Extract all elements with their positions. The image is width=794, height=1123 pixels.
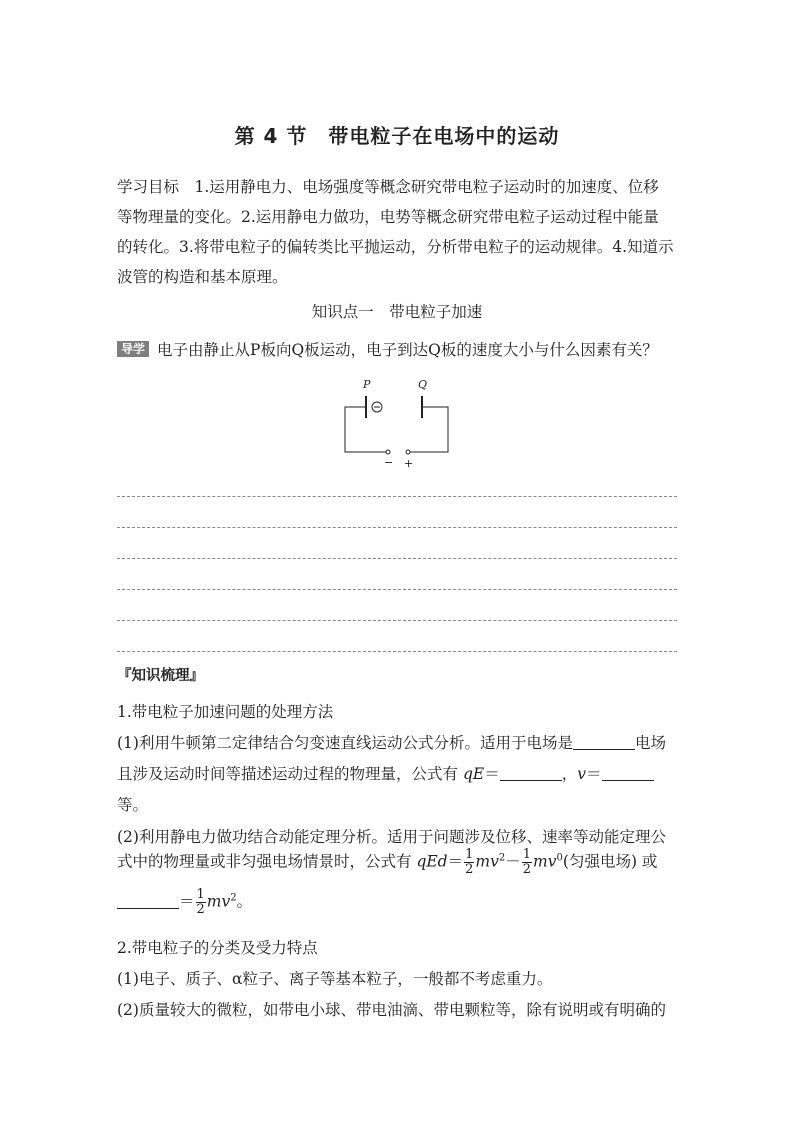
fill-blank[interactable] bbox=[602, 765, 654, 781]
plate-p-label: P bbox=[363, 378, 371, 391]
right-wire bbox=[410, 407, 448, 452]
knowledge-point-heading: 知识点一 带电粒子加速 bbox=[311, 303, 483, 321]
goals-line-1: 学习目标 1.运用静电力、电场强度等概念研究带电粒子运动时的加速度、位移 bbox=[117, 178, 659, 196]
answer-line bbox=[117, 558, 677, 559]
item-2-2: (2)质量较大的微粒，如带电小球、带电油滴、带电颗粒等，除有说明或有明确的 bbox=[117, 1001, 666, 1019]
capacitor-circuit-diagram bbox=[330, 372, 470, 472]
fraction-half: $\frac{1}{2}$ bbox=[522, 847, 532, 877]
item-2-1: (1)电子、质子、α粒子、离子等基本粒子，一般都不考虑重力。 bbox=[117, 970, 553, 988]
minus-label: − bbox=[384, 456, 394, 469]
fraction-half: $\frac{1}{2}$ bbox=[465, 847, 474, 877]
item-1-heading: 1.带电粒子加速问题的处理方法 bbox=[117, 703, 334, 721]
goals-line-3: 的转化。3.将带电粒子的偏转类比平抛运动，分析带电粒子的运动规律。4.知道示 bbox=[117, 238, 674, 256]
plate-q-label: Q bbox=[418, 378, 428, 391]
item-2-heading: 2.带电粒子的分类及受力特点 bbox=[117, 939, 318, 957]
guide-badge: 导学 bbox=[117, 341, 149, 357]
guide-question bbox=[117, 336, 687, 364]
answer-line bbox=[117, 651, 677, 652]
goals-line-2: 等物理量的变化。2.运用静电力做功，电势等概念研究带电粒子运动过程中能量 bbox=[117, 208, 659, 226]
answer-line bbox=[117, 496, 677, 497]
answer-line bbox=[117, 620, 677, 621]
fraction-half: $\frac{1}{2}$ bbox=[196, 887, 205, 917]
fill-blank[interactable] bbox=[117, 893, 179, 909]
learning-goals bbox=[117, 172, 677, 292]
negative-terminal bbox=[386, 450, 390, 454]
item-2-line-1: (2)利用静电力做功结合动能定理分析。适用于问题涉及位移、速率等动能定理公 bbox=[117, 828, 666, 846]
item-1-line-1: (1)利用牛顿第二定律结合匀变速直线运动公式分析。适用于电场是 电场 bbox=[117, 734, 666, 752]
item-2-line-2: 式中的物理量或非匀强电场情景时，公式有 qEd＝ $\frac{1}{2}$ $mv^2-$ $\frac{1}{2}$ $mv^0$(匀强电场) 或 bbox=[117, 847, 658, 877]
item-2-line-3: ＝ $\frac{1}{2}$ $mv^2$。 bbox=[117, 888, 677, 917]
answer-line bbox=[117, 527, 677, 528]
item-1-line-2: 且涉及运动时间等描述运动过程的物理量，公式有 qE＝ ，v＝ bbox=[117, 762, 677, 784]
goals-line-4: 波管的构造和基本原理。 bbox=[117, 268, 288, 286]
item-1-line-3: 等。 bbox=[117, 796, 149, 814]
plus-label: + bbox=[404, 457, 414, 470]
fill-blank[interactable] bbox=[573, 734, 635, 750]
answer-line bbox=[117, 589, 677, 590]
positive-terminal bbox=[406, 450, 410, 454]
knowledge-review-heading: 『知识梳理』 bbox=[117, 668, 204, 684]
guide-question-text: 电子由静止从P板向Q板运动，电子到达Q板的速度大小与什么因素有关？ bbox=[157, 341, 658, 359]
section-title: 第 4 节 带电粒子在电场中的运动 bbox=[234, 124, 560, 148]
fill-blank[interactable] bbox=[500, 765, 562, 781]
